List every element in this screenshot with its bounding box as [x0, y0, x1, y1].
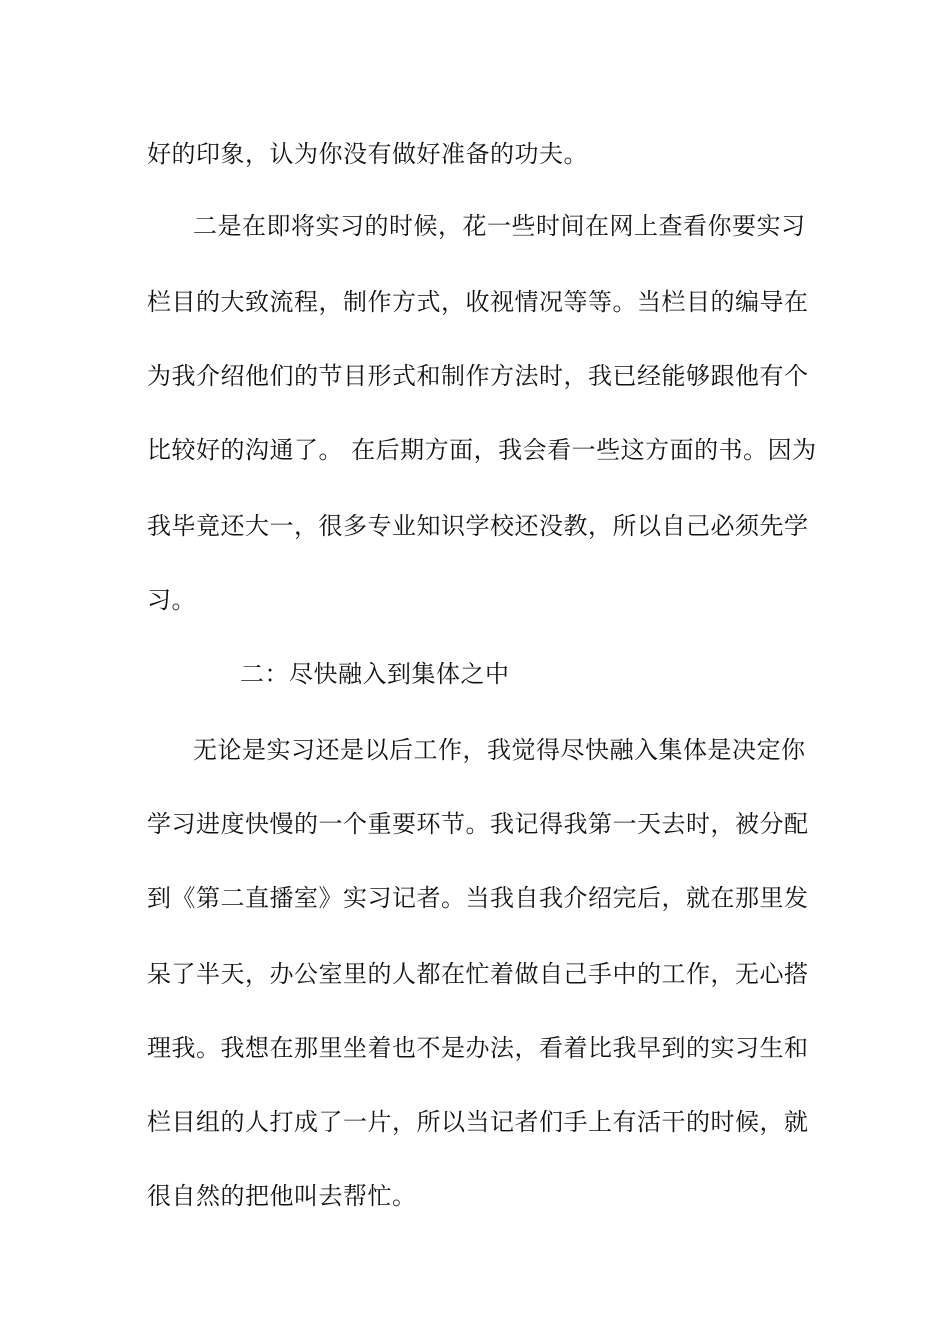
text-line: 为我介绍他们的节目形式和制作方法时，我已经能够跟他有个 [147, 362, 809, 390]
text-line: 我毕竟还大一，很多专业知识学校还没教，所以自己必须先学 [147, 512, 809, 540]
text-line: 习。 [147, 586, 196, 614]
text-line: 到《第二直播室》实习记者。当我自我介绍完后，就在那里发 [147, 884, 809, 912]
text-line: 比较好的沟通了。 在后期方面，我会看一些这方面的书。因为 [147, 436, 817, 464]
text-line: 学习进度快慢的一个重要环节。我记得我第一天去时，被分配 [147, 810, 809, 838]
text-line: 理我。我想在那里坐着也不是办法，看着比我早到的实习生和 [147, 1034, 809, 1062]
text-line: 栏目组的人打成了一片，所以当记者们手上有活干的时候，就 [147, 1108, 809, 1136]
text-line: 好的印象，认为你没有做好准备的功夫。 [147, 140, 588, 168]
paragraph-first-line: 二是在即将实习的时候，花一些时间在网上查看你要实习 [193, 212, 806, 240]
text-line: 呆了半天，办公室里的人都在忙着做自己手中的工作，无心搭 [147, 960, 809, 988]
text-line: 很自然的把他叫去帮忙。 [147, 1182, 417, 1210]
paragraph-first-line: 无论是实习还是以后工作，我觉得尽快融入集体是决定你 [193, 736, 806, 764]
section-heading: 二：尽快融入到集体之中 [240, 660, 510, 688]
text-line: 栏目的大致流程，制作方式，收视情况等等。当栏目的编导在 [147, 288, 809, 316]
